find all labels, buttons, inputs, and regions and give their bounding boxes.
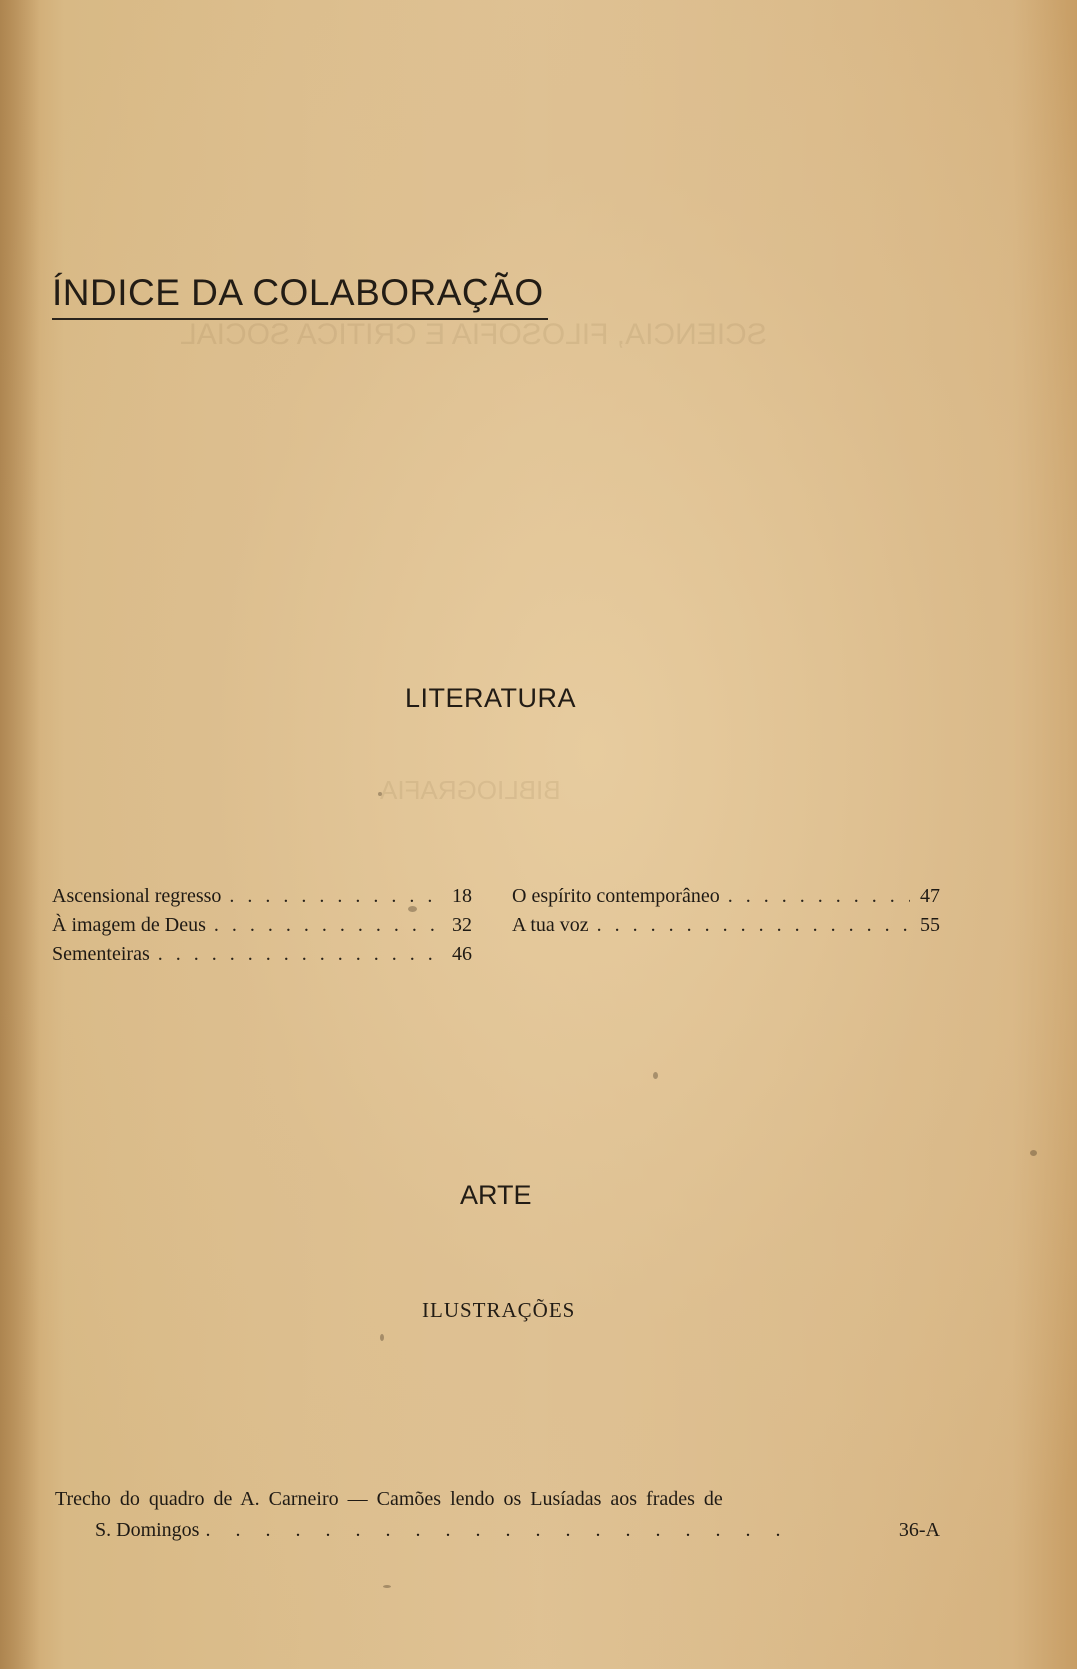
toc-entry[interactable]: [52, 943, 472, 972]
toc-entry-page: 46: [452, 943, 472, 965]
paper-speck: [408, 906, 417, 912]
illustration-entry-page: 36-A: [898, 1519, 940, 1541]
dot-leader: [720, 885, 910, 908]
toc-entry-title: À imagem de Deus: [52, 914, 206, 936]
illustration-entry-title-line1: Trecho do quadro de A. Carneiro — Camões lendo os Lusíadas aos frades de: [55, 1488, 723, 1510]
dot-leader: [589, 914, 910, 937]
toc-entry-title: Sementeiras: [52, 943, 150, 965]
show-through-heading: SCIENCIA, FILOSOFIA E CRITICA SOCIAL: [180, 318, 767, 351]
paper-speck: [383, 1585, 391, 1588]
toc-column-right: [512, 885, 940, 943]
toc-entry-title: Ascensional regresso: [52, 885, 222, 907]
dot-leader: [199, 1515, 785, 1546]
toc-entry[interactable]: [512, 914, 940, 943]
dot-leader: [221, 885, 442, 908]
illustration-entry-title-line2: S. Domingos: [95, 1519, 200, 1541]
show-through-heading-2: BIBLIOGRAFIA: [380, 775, 561, 805]
toc-entry-title: A tua voz: [512, 914, 589, 936]
dot-leader: [150, 943, 442, 966]
page-title: ÍNDICE DA COLABORAÇÃO: [52, 272, 548, 320]
toc-entry-title: O espírito contemporâneo: [512, 885, 720, 907]
toc-entry-page: 55: [920, 914, 940, 936]
toc-entry-page: 47: [920, 885, 940, 907]
paper-speck: [1030, 1150, 1037, 1156]
section-heading-arte: ARTE: [460, 1180, 532, 1210]
page-edge-shadow: [0, 0, 40, 1669]
dot-leader: [206, 914, 442, 937]
paper-speck: [380, 1334, 384, 1341]
illustration-entry[interactable]: [55, 1484, 940, 1546]
toc-column-left: [52, 885, 472, 972]
toc-entry-page: 18: [452, 885, 472, 907]
subsection-heading-ilustracoes: ILUSTRAÇÕES: [422, 1298, 576, 1322]
section-heading-literatura: LITERATURA: [405, 683, 577, 713]
toc-entry-page: 32: [452, 914, 472, 936]
paper-speck: [378, 792, 382, 796]
illustration-entry-line2: [55, 1515, 940, 1546]
paper-speck: [653, 1072, 658, 1079]
toc-entry[interactable]: [512, 885, 940, 914]
toc-entry[interactable]: [52, 914, 472, 943]
